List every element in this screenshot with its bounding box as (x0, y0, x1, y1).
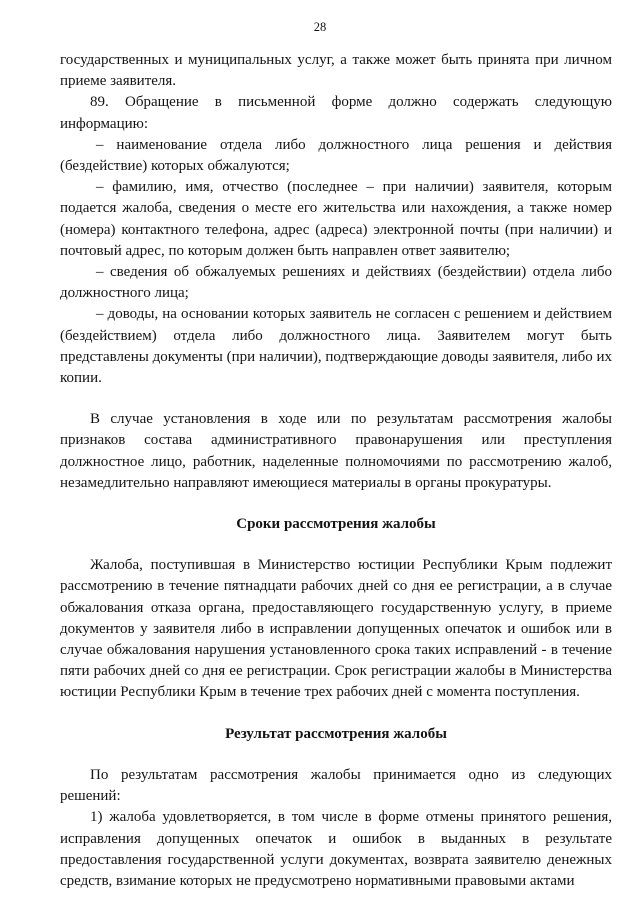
paragraph-item-89: 89. Обращение в письменной форме должно содержать следующую информацию: (60, 94, 612, 132)
paragraph-continuation: государственных и муниципальных услуг, а также может быть принята при личном приеме заявителя. (60, 52, 612, 90)
page-number: 28 (313, 20, 327, 34)
paragraph-prosecutor: В случае установления в ходе или по результатам рассмотрения жалобы признаков состава административного правонарушения или преступления должностное лицо, работник, наделенные полномочиями по рассмотрению жалоб, незамедлительно направляют имеющиеся материалы в органы прокуратуры. (60, 411, 612, 491)
section-heading-result: Результат рассмотрения жалобы (225, 725, 447, 742)
list-item-decisions: – сведения об обжалуемых решениях и действиях (бездействии) отдела либо должностного лица; (60, 264, 612, 302)
paragraph-terms: Жалоба, поступившая в Министерство юстиции Республики Крым подлежит рассмотрению в течение пятнадцати рабочих дней со дня ее регистрации, а в случае обжалования отказа органа, предоставляющего государственную услугу, в приеме документов у заявителя либо в исправлении допущенных опечаток и ошибок или в случае обжалования нарушения установленного срока таких исправлений - в течение пяти рабочих дней со дня ее регистрации. Срок регистрации жалобы в Министерства юстиции Республики Крым в течение трех рабочих дней с момента поступления. (60, 557, 612, 701)
paragraph-result-intro: По результатам рассмотрения жалобы принимается одно из следующих решений: (60, 766, 612, 805)
list-item-applicant-info: – фамилию, имя, отчество (последнее – при наличии) заявителя, которым подается жалоба, сведения о месте его жительства или нахождения, а также номер (номера) контактного телефона, адрес (адреса) электронной почты (при наличии) и почтовый адрес, по которым должен быть направлен ответ заявителю; (60, 179, 612, 259)
spacer (60, 389, 612, 409)
spacer (60, 494, 612, 514)
spacer (60, 704, 612, 724)
spacer (60, 535, 612, 555)
paragraph-result-1: 1) жалоба удовлетворяется, в том числе в форме отмены принятого решения, исправления допущенных опечаток и ошибок в выданных в результате предоставления государственной услуги документах, возврата заявителю денежных средств, взимание которых не предусмотрено нормативными правовыми актами (60, 809, 612, 889)
document-body (60, 50, 612, 892)
list-item-department: – наименование отдела либо должностного лица решения и действия (бездействие) которых обжалуются; (60, 136, 612, 175)
spacer (60, 745, 612, 765)
section-heading-terms: Сроки рассмотрения жалобы (236, 516, 436, 533)
list-item-arguments: – доводы, на основании которых заявитель не согласен с решением и действием (бездействием) отдела либо должностного лица. Заявителем могут быть представлены документы (при наличии), подтверждающие доводы заявителя, либо их копии. (60, 306, 612, 387)
